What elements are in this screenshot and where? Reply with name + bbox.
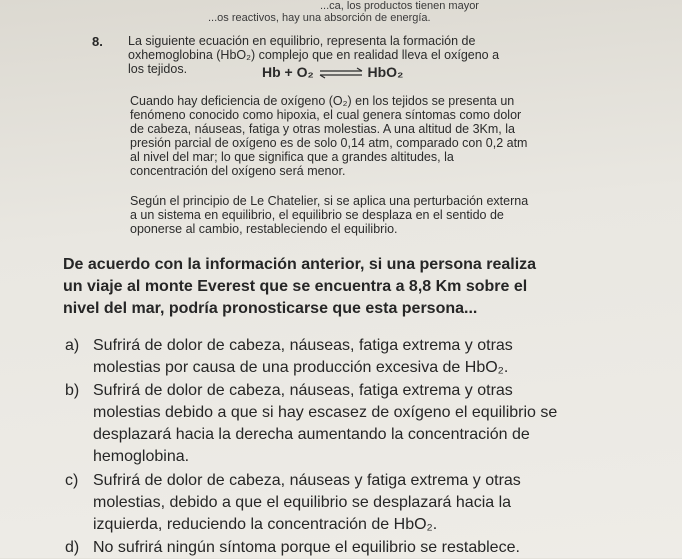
paragraph-2-line-2: a un sistema en equilibrio, el equilibrio se desplaza en el sentido de bbox=[130, 208, 504, 222]
option-b-letter: b) bbox=[65, 382, 80, 399]
paragraph-1-line-5: al nivel del mar; lo que significa que a grandes altitudes, la bbox=[130, 150, 454, 164]
option-b-line-3: desplazará hacia la derecha aumentando la concentración de bbox=[93, 426, 530, 443]
paragraph-1-line-1: Cuando hay deficiencia de oxígeno (O₂) en los tejidos se presenta un bbox=[130, 94, 515, 108]
option-c-line-3: izquierda, reduciendo la concentración de HbO₂. bbox=[93, 516, 438, 533]
paragraph-1-line-4: presión parcial de oxígeno es de solo 0,14 atm, comparado con 0,2 atm bbox=[130, 136, 528, 150]
option-c[interactable] bbox=[65, 470, 521, 492]
question-number: 8. bbox=[92, 34, 103, 49]
equation-product: HbO₂ bbox=[367, 64, 404, 80]
option-a-letter: a) bbox=[65, 337, 80, 354]
option-b-line-1: Sufrirá de dolor de cabeza, náuseas, fatiga extrema y otras bbox=[93, 382, 513, 399]
option-c-letter: c) bbox=[65, 472, 79, 489]
paragraph-1-line-2: fenómeno conocido como hipoxia, el cual genera síntomas como dolor bbox=[130, 108, 522, 122]
question-line-3: nivel del mar, podría pronosticarse que esta persona... bbox=[63, 300, 478, 317]
option-d-line-1: No sufrirá ningún síntoma porque el equilibrio se restablece. bbox=[93, 539, 520, 556]
paragraph-2-line-3: oponerse al cambio, restableciendo el equilibrio. bbox=[130, 222, 398, 236]
paragraph-1-line-6: concentración del oxígeno será menor. bbox=[130, 164, 346, 178]
equilibrium-arrow-icon bbox=[318, 66, 364, 80]
option-b[interactable] bbox=[65, 380, 513, 402]
option-a-line-1: Sufrirá de dolor de cabeza, náuseas, fatiga extrema y otras bbox=[93, 337, 513, 354]
paragraph-1-line-3: de cabeza, náuseas, fatiga y otras molestias. A una altitud de 3Km, la bbox=[130, 122, 515, 136]
question-line-2: un viaje al monte Everest que se encuentra a 8,8 Km sobre el bbox=[63, 278, 528, 295]
option-b-line-2: molestias debido a que si hay escasez de oxígeno el equilibrio se bbox=[93, 404, 558, 421]
paragraph-2-line-1: Según el principio de Le Chatelier, si se aplica una perturbación externa bbox=[130, 194, 529, 208]
option-a[interactable] bbox=[65, 335, 513, 357]
intro-line-2: oxhemoglobina (HbO₂) complejo que en realidad lleva el oxígeno a bbox=[128, 48, 500, 62]
option-c-line-1: Sufrirá de dolor de cabeza, náuseas y fatiga extrema y otras bbox=[93, 472, 521, 489]
question-line-1: De acuerdo con la información anterior, si una persona realiza bbox=[63, 256, 537, 273]
intro-line-3: los tejidos. bbox=[128, 62, 188, 76]
option-c-line-2: molestias, debido a que el equilibrio se desplazará hacia la bbox=[93, 494, 512, 511]
chemical-equation bbox=[262, 64, 403, 80]
option-a-line-2: molestias por causa de una producción excesiva de HbO₂. bbox=[93, 359, 509, 376]
header-line-1: ...ca, los productos tienen mayor bbox=[320, 0, 479, 12]
option-b-line-4: hemoglobina. bbox=[93, 448, 190, 465]
option-d-letter: d) bbox=[65, 539, 80, 556]
header-line-2: ...os reactivos, hay una absorción de energía. bbox=[208, 12, 431, 24]
equation-reactants: Hb + O₂ bbox=[262, 64, 314, 80]
intro-line-1: La siguiente ecuación en equilibrio, representa la formación de bbox=[128, 34, 476, 48]
option-d[interactable] bbox=[65, 537, 520, 559]
